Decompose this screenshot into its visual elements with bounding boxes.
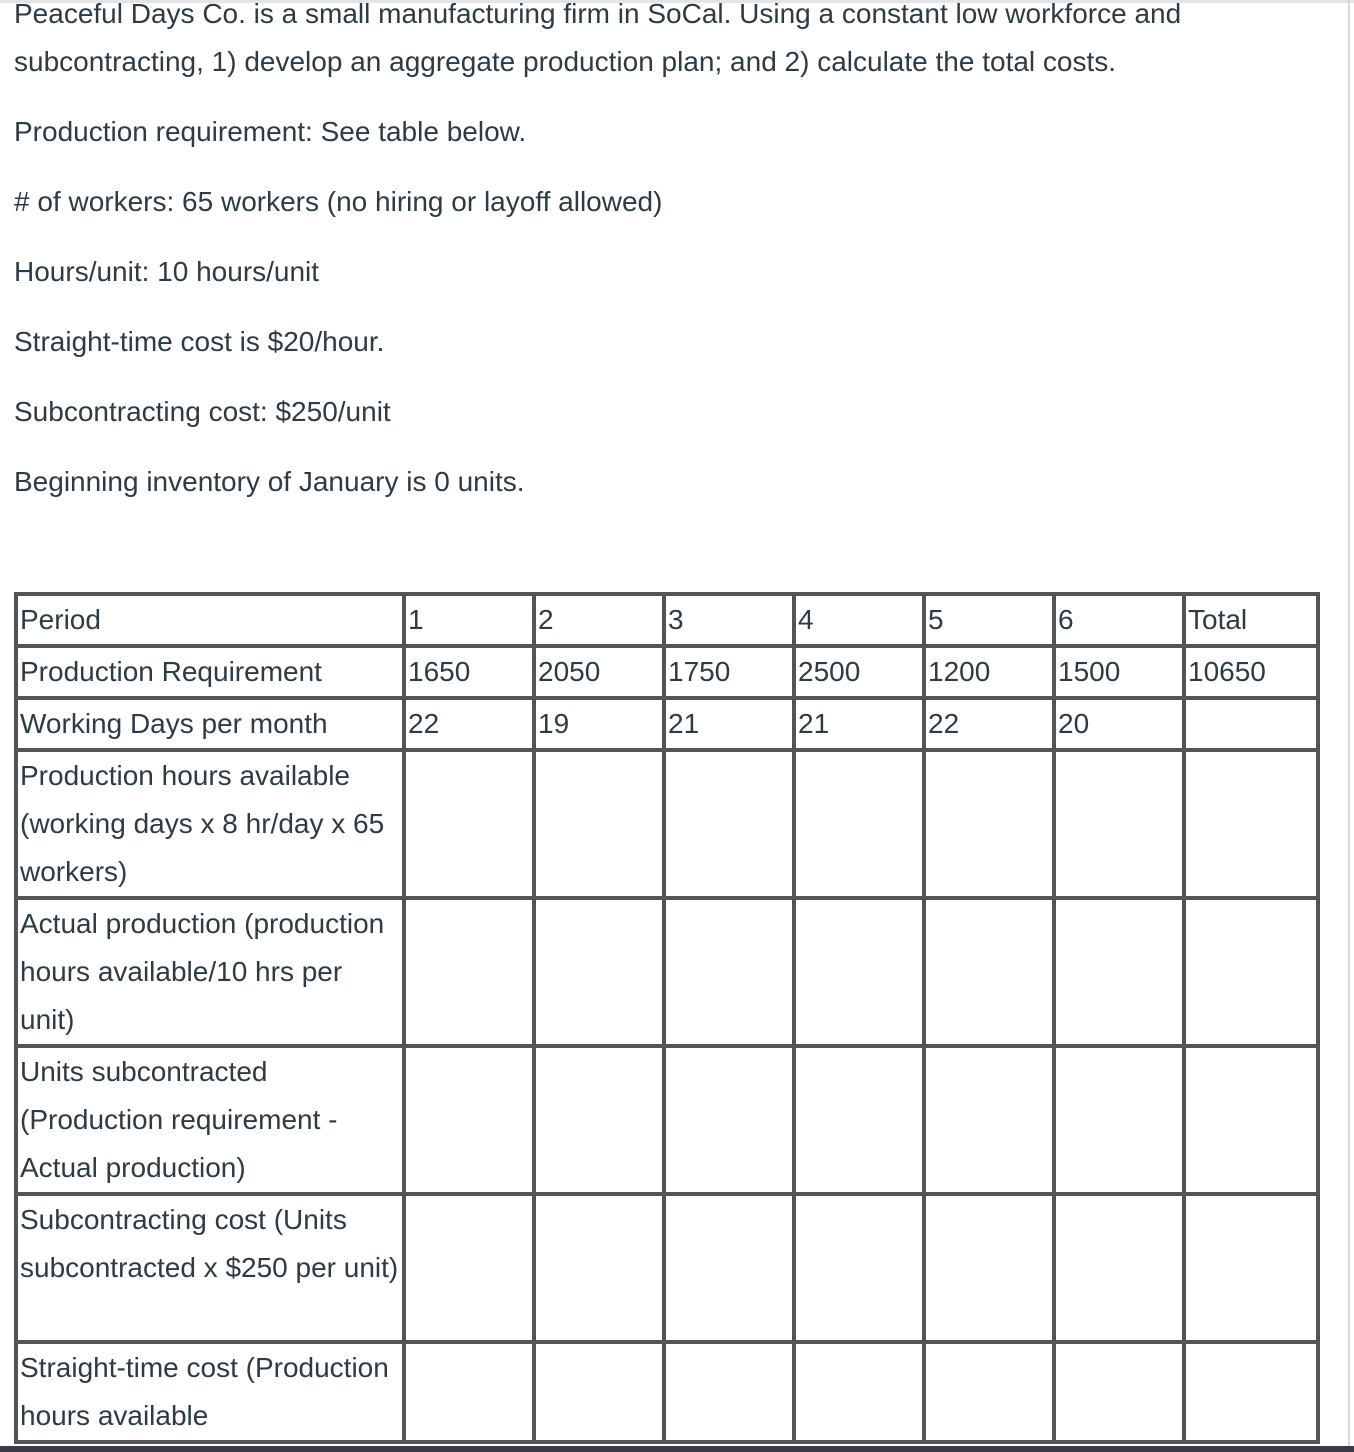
table-cell: 1650 xyxy=(404,646,534,698)
table-cell xyxy=(794,898,924,1046)
row-label: Actual production (production hours available/10 hrs per unit) xyxy=(16,898,404,1046)
table-cell xyxy=(924,1046,1054,1194)
table-cell-total: 10650 xyxy=(1184,646,1318,698)
table-cell xyxy=(794,1194,924,1342)
table-cell: 20 xyxy=(1054,698,1184,750)
table-cell xyxy=(664,1342,794,1442)
table-cell: 19 xyxy=(534,698,664,750)
table-cell xyxy=(404,1342,534,1442)
table-cell xyxy=(924,1194,1054,1342)
row-label: Subcontracting cost (Units subcontracted x $250 per unit) xyxy=(16,1194,404,1342)
table-cell: 1750 xyxy=(664,646,794,698)
row-label: Units subcontracted (Production requirement - Actual production) xyxy=(16,1046,404,1194)
table-cell: 22 xyxy=(404,698,534,750)
table-cell xyxy=(924,750,1054,898)
table-cell: 1200 xyxy=(924,646,1054,698)
bottom-bar xyxy=(0,1446,1354,1452)
aggregate-plan-table xyxy=(14,592,1320,1444)
table-cell: 2050 xyxy=(534,646,664,698)
table-cell xyxy=(794,750,924,898)
header-period-3: 3 xyxy=(664,594,794,646)
table-cell xyxy=(1054,898,1184,1046)
table-cell xyxy=(404,1194,534,1342)
table-cell xyxy=(664,898,794,1046)
table-cell xyxy=(924,898,1054,1046)
table-row xyxy=(16,898,1318,1046)
table-cell-total xyxy=(1184,898,1318,1046)
header-period-1: 1 xyxy=(404,594,534,646)
table-row xyxy=(16,1046,1318,1194)
row-label: Production hours available (working days x 8 hr/day x 65 workers) xyxy=(16,750,404,898)
table-row xyxy=(16,646,1318,698)
table-cell xyxy=(404,1046,534,1194)
table-cell xyxy=(534,1342,664,1442)
table-cell: 21 xyxy=(664,698,794,750)
table-cell: 2500 xyxy=(794,646,924,698)
row-label: Working Days per month xyxy=(16,698,404,750)
table-cell-total xyxy=(1184,750,1318,898)
hours-per-unit-text: Hours/unit: 10 hours/unit xyxy=(14,256,320,287)
table-cell: 1500 xyxy=(1054,646,1184,698)
table-cell xyxy=(534,1194,664,1342)
table-cell xyxy=(664,1046,794,1194)
table-cell-total xyxy=(1184,1046,1318,1194)
row-label: Production Requirement xyxy=(16,646,404,698)
table-cell xyxy=(534,1046,664,1194)
table-cell-total xyxy=(1184,1342,1318,1442)
table-cell xyxy=(1054,750,1184,898)
header-total: Total xyxy=(1184,594,1318,646)
beginning-inventory-text: Beginning inventory of January is 0 units. xyxy=(14,466,525,497)
subcontracting-cost-text: Subcontracting cost: $250/unit xyxy=(14,396,391,427)
table-cell-total xyxy=(1184,1194,1318,1342)
production-requirement-text: Production requirement: See table below. xyxy=(14,116,527,147)
table-row xyxy=(16,1342,1318,1442)
intro-text: Peaceful Days Co. is a small manufacturing firm in SoCal. Using a constant low workforce and subcontracting, 1) develop an aggregate production plan; and 2) calculate the total costs. xyxy=(14,0,1182,77)
table-header-row xyxy=(16,594,1318,646)
table-cell xyxy=(404,750,534,898)
header-period-5: 5 xyxy=(924,594,1054,646)
problem-statement xyxy=(14,0,1314,528)
table-cell xyxy=(794,1342,924,1442)
header-period-6: 6 xyxy=(1054,594,1184,646)
table-cell xyxy=(404,898,534,1046)
table-cell: 21 xyxy=(794,698,924,750)
table-cell xyxy=(794,1046,924,1194)
table-cell xyxy=(664,1194,794,1342)
table-cell xyxy=(534,898,664,1046)
table-row xyxy=(16,698,1318,750)
table-cell xyxy=(1054,1046,1184,1194)
table-cell xyxy=(534,750,664,898)
table-cell-total xyxy=(1184,698,1318,750)
table-cell xyxy=(924,1342,1054,1442)
table-cell xyxy=(1054,1342,1184,1442)
straight-time-cost-text: Straight-time cost is $20/hour. xyxy=(14,326,385,357)
right-scroll-edge xyxy=(1348,0,1350,1452)
row-label: Straight-time cost (Production hours available xyxy=(16,1342,404,1442)
table-cell xyxy=(664,750,794,898)
header-period-2: 2 xyxy=(534,594,664,646)
table-cell: 22 xyxy=(924,698,1054,750)
table-cell xyxy=(1054,1194,1184,1342)
table-row xyxy=(16,750,1318,898)
table-row xyxy=(16,1194,1318,1342)
header-period-label: Period xyxy=(16,594,404,646)
workers-text: # of workers: 65 workers (no hiring or layoff allowed) xyxy=(14,186,663,217)
header-period-4: 4 xyxy=(794,594,924,646)
